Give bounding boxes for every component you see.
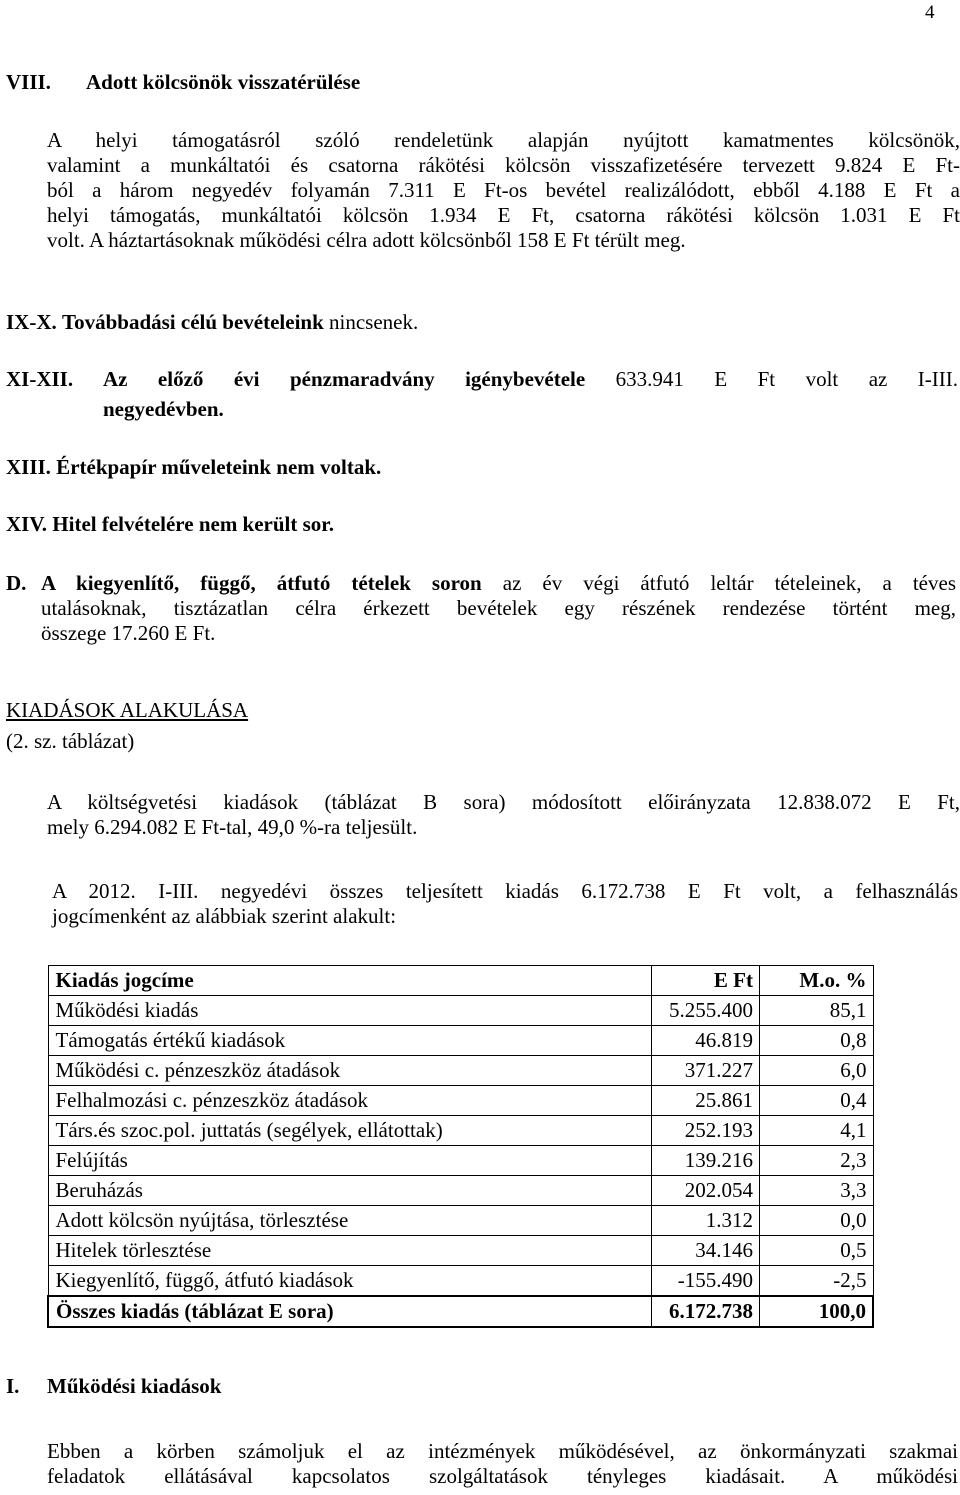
table-cell: Hitelek törlesztése bbox=[48, 1236, 652, 1266]
table-cell: 85,1 bbox=[760, 996, 874, 1026]
kiadasok-paragraph-2 bbox=[52, 879, 958, 929]
table-row bbox=[48, 1056, 873, 1086]
table-cell: 202.054 bbox=[652, 1176, 760, 1206]
table-cell: Beruházás bbox=[48, 1176, 652, 1206]
page-number: 4 bbox=[925, 2, 935, 23]
section-i-title: Működési kiadások bbox=[47, 1374, 222, 1398]
paragraph-line: A 2012. I-III. negyedévi összes teljesített kiadás 6.172.738 E Ft volt, a felhasználás bbox=[52, 879, 958, 903]
table-cell: 0,8 bbox=[760, 1026, 874, 1056]
table-header-cell: M.o. % bbox=[760, 966, 874, 996]
table-row bbox=[48, 1086, 873, 1116]
section-xi-xii-rest: 633.941 E Ft volt az I-III. bbox=[585, 367, 958, 391]
table-cell: 4,1 bbox=[760, 1116, 874, 1146]
kiadasok-subheading: (2. sz. táblázat) bbox=[6, 729, 135, 753]
paragraph-line: feladatok ellátásával kapcsolatos szolgáltatások tényleges kiadásait. A működési bbox=[47, 1464, 958, 1488]
table-cell: -155.490 bbox=[652, 1266, 760, 1297]
table-row bbox=[48, 1236, 873, 1266]
section-ix-x-rest: nincsenek. bbox=[323, 310, 419, 334]
section-d-body bbox=[41, 571, 956, 646]
paragraph-line: mely 6.294.082 E Ft-tal, 49,0 %-ra teljesült. bbox=[47, 815, 418, 839]
table-cell: -2,5 bbox=[760, 1266, 874, 1297]
section-d-number: D. bbox=[6, 571, 27, 595]
table-total-cell: Összes kiadás (táblázat E sora) bbox=[48, 1296, 652, 1327]
table-cell: Működési kiadás bbox=[48, 996, 652, 1026]
table-header-row bbox=[48, 966, 873, 996]
table-row bbox=[48, 1176, 873, 1206]
table-cell: Társ.és szoc.pol. juttatás (segélyek, ellátottak) bbox=[48, 1116, 652, 1146]
section-d-line2: utalásoknak, tisztázatlan célra érkezett bevételek egy részének rendezése történt meg, bbox=[41, 596, 956, 620]
table-cell: Működési c. pénzeszköz átadások bbox=[48, 1056, 652, 1086]
paragraph-line: volt. A háztartásoknak működési célra adott kölcsönből 158 E Ft térült meg. bbox=[47, 228, 686, 252]
section-i-number: I. bbox=[6, 1374, 20, 1398]
table-cell: 3,3 bbox=[760, 1176, 874, 1206]
table-row bbox=[48, 1116, 873, 1146]
table-cell: Felújítás bbox=[48, 1146, 652, 1176]
paragraph-line: valamint a munkáltatói és csatorna rákötési kölcsön visszafizetésére tervezett 9.824 E Ft- bbox=[47, 153, 960, 177]
table-cell: 252.193 bbox=[652, 1116, 760, 1146]
table-cell: 0,0 bbox=[760, 1206, 874, 1236]
section-ix-x-title: Továbbadási célú bevételeink bbox=[62, 310, 324, 334]
table-cell: 2,3 bbox=[760, 1146, 874, 1176]
table-cell: 371.227 bbox=[652, 1056, 760, 1086]
section-i-paragraph bbox=[47, 1439, 958, 1489]
section-ix-x-number: IX-X. bbox=[6, 310, 57, 334]
section-xiv: XIV. Hitel felvételére nem került sor. bbox=[6, 512, 334, 536]
kiadasok-paragraph-1 bbox=[47, 790, 960, 840]
section-d-line1-rest: az év végi átfutó leltár tételeinek, a téves bbox=[481, 571, 956, 595]
table-cell: 0,5 bbox=[760, 1236, 874, 1266]
table-cell: Kiegyenlítő, függő, átfutó kiadások bbox=[48, 1266, 652, 1297]
table-row bbox=[48, 1146, 873, 1176]
table-total-cell: 6.172.738 bbox=[652, 1296, 760, 1327]
table-row bbox=[48, 996, 873, 1026]
paragraph-line: A költségvetési kiadások (táblázat B sora) módosított előirányzata 12.838.072 E Ft, bbox=[47, 790, 960, 814]
table-total-cell: 100,0 bbox=[760, 1296, 874, 1327]
table-cell: 1.312 bbox=[652, 1206, 760, 1236]
section-xi-xii-body bbox=[103, 367, 958, 392]
section-viii-title: Adott kölcsönök visszatérülése bbox=[86, 70, 361, 94]
paragraph-line: ból a három negyedév folyamán 7.311 E Ft-os bevétel realizálódott, ebből 4.188 E Ft a bbox=[47, 178, 960, 202]
table-cell: 34.146 bbox=[652, 1236, 760, 1266]
paragraph-line: A helyi támogatásról szóló rendeletünk alapján nyújtott kamatmentes kölcsönök, bbox=[47, 128, 960, 152]
table-cell: Adott kölcsön nyújtása, törlesztése bbox=[48, 1206, 652, 1236]
table-header-cell: E Ft bbox=[652, 966, 760, 996]
table-row bbox=[48, 1266, 873, 1297]
table-total-row bbox=[48, 1296, 873, 1327]
section-xi-xii-title: Az előző évi pénzmaradvány igénybevétele bbox=[103, 367, 586, 391]
table-cell: 6,0 bbox=[760, 1056, 874, 1086]
table-cell: Felhalmozási c. pénzeszköz átadások bbox=[48, 1086, 652, 1116]
table-row bbox=[48, 1026, 873, 1056]
section-ix-x bbox=[6, 310, 418, 335]
section-viii-paragraph bbox=[47, 128, 960, 253]
kiadasok-heading: KIADÁSOK ALAKULÁSA bbox=[6, 698, 249, 722]
section-d-line3: összege 17.260 E Ft. bbox=[41, 621, 216, 645]
table-cell: 5.255.400 bbox=[652, 996, 760, 1026]
paragraph-line: helyi támogatás, munkáltatói kölcsön 1.934 E Ft, csatorna rákötési kölcsön 1.031 E Ft bbox=[47, 203, 960, 227]
section-xi-xii-line2: negyedévben. bbox=[103, 397, 224, 421]
section-d-title: A kiegyenlítő, függő, átfutó tételek soron bbox=[41, 571, 482, 595]
section-xiii: XIII. Értékpapír műveleteink nem voltak. bbox=[6, 455, 382, 479]
table-cell: Támogatás értékű kiadások bbox=[48, 1026, 652, 1056]
table-cell: 25.861 bbox=[652, 1086, 760, 1116]
table-row bbox=[48, 1206, 873, 1236]
table-cell: 0,4 bbox=[760, 1086, 874, 1116]
table-cell: 139.216 bbox=[652, 1146, 760, 1176]
paragraph-line: jogcímenként az alábbiak szerint alakult: bbox=[52, 904, 397, 928]
paragraph-line: Ebben a körben számoljuk el az intézmények működésével, az önkormányzati szakmai bbox=[47, 1439, 958, 1463]
section-xi-xii-number: XI-XII. bbox=[6, 367, 74, 391]
table-cell: 46.819 bbox=[652, 1026, 760, 1056]
kiadasok-table bbox=[47, 965, 874, 1328]
section-viii-number: VIII. bbox=[6, 70, 51, 94]
table-header-cell: Kiadás jogcíme bbox=[48, 966, 652, 996]
